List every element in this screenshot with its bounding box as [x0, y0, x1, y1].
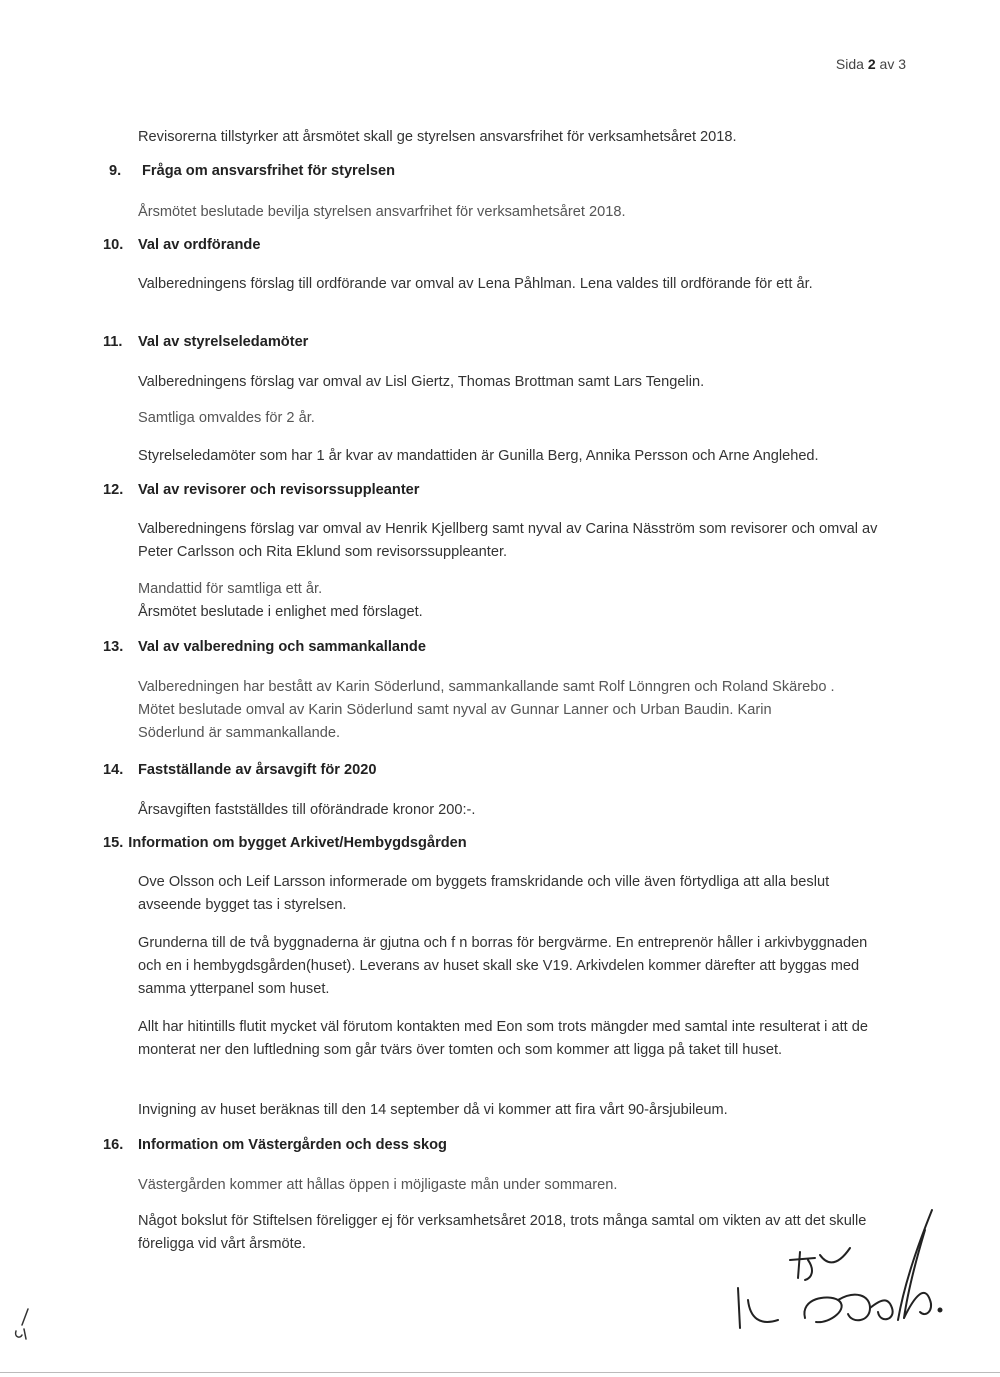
item-11-paragraph-2: Samtliga omvaldes för 2 år. — [138, 410, 315, 426]
intro-paragraph: Revisorerna tillstyrker att årsmötet skall ge styrelsen ansvarsfrihet för verksamhetsåret 2018. — [138, 129, 737, 145]
item-11-paragraph-3: Styrelseledamöter som har 1 år kvar av mandattiden är Gunilla Berg, Annika Persson och Arne Anglehed. — [138, 448, 819, 464]
item-14-paragraph-1: Årsavgiften fastställdes till oförändrade kronor 200:-. — [138, 802, 476, 818]
item-12-title: Val av revisorer och revisorssuppleanter — [138, 482, 420, 498]
page-current: 2 — [867, 56, 876, 72]
item-12-number: 12. — [103, 482, 124, 498]
item-12-paragraph-1: Valberedningens förslag var omval av Henrik Kjellberg samt nyval av Carina Näsström som revisorer och omval av Peter Carlsson och Rita Eklund som revisorssuppleanter. — [138, 521, 878, 560]
item-13-heading — [103, 639, 426, 655]
item-16-title: Information om Västergården och dess skog — [138, 1137, 447, 1153]
item-15-heading — [103, 835, 467, 851]
item-15-title: Information om bygget Arkivet/Hembygdsgården — [128, 835, 467, 851]
item-15-paragraph-1: Ove Olsson och Leif Larsson informerade om byggets framskridande och ville även förtydliga att alla beslut avseende bygget tas i styrelsen. — [138, 874, 830, 913]
item-16-number: 16. — [103, 1137, 124, 1153]
item-13-number: 13. — [103, 639, 124, 655]
item-10-number: 10. — [103, 237, 124, 253]
item-11-heading — [103, 334, 308, 350]
item-11-paragraph-1: Valberedningens förslag var omval av Lisl Giertz, Thomas Brottman samt Lars Tengelin. — [138, 374, 705, 390]
item-16-paragraph-1: Västergården kommer att hållas öppen i möjligaste mån under sommaren. — [138, 1177, 618, 1193]
item-12-paragraph-2: Mandattid för samtliga ett år. — [138, 581, 323, 597]
item-9-number: 9. — [109, 163, 122, 179]
item-14-title: Fastställande av årsavgift för 2020 — [138, 762, 377, 778]
item-15-paragraph-3: Allt har hitintills flutit mycket väl förutom kontakten med Eon som trots mängder med samtal inte resulterat i att de monterat ner den luftledning som går tvärs över tomten och som kommer att ligga på taket till huset. — [138, 1019, 868, 1058]
item-16-heading — [103, 1137, 447, 1153]
page-prefix: Sida — [835, 56, 864, 72]
item-14-number: 14. — [103, 762, 124, 778]
item-9-title: Fråga om ansvarsfrihet för styrelsen — [142, 163, 396, 179]
item-12-heading — [103, 482, 419, 498]
item-15-paragraph-2: Grunderna till de två byggnaderna är gjutna och f n borras för bergvärme. En entreprenör håller i arkivbyggnaden och en i hembygdsgården(huset). Leverans av huset skall ske V19. Arkivdelen kommer därefter att byggas med samma ytterpanel som huset. — [138, 935, 868, 997]
item-10-paragraph-1: Valberedningens förslag till ordförande var omval av Lena Påhlman. Lena valdes till ordförande för ett år. — [138, 276, 813, 292]
item-14-heading — [103, 762, 376, 778]
item-13-title: Val av valberedning och sammankallande — [138, 639, 426, 655]
item-11-title: Val av styrelseledamöter — [138, 334, 309, 350]
item-16-paragraph-2: Något bokslut för Stiftelsen föreligger ej för verksamhetsåret 2018, trots många samtal om vikten av att det skulle föreligga vid vårt årsmöte. — [138, 1213, 867, 1252]
item-10-heading — [103, 237, 260, 253]
item-15-paragraph-4: Invigning av huset beräknas till den 14 september då vi kommer att fira vårt 90-årsjubileum. — [138, 1102, 728, 1118]
item-10-title: Val av ordförande — [138, 237, 261, 253]
item-15-number: 15. — [103, 835, 124, 851]
page-total: av 3 — [879, 56, 906, 72]
item-9-paragraph-1: Årsmötet beslutade bevilja styrelsen ansvarfrihet för verksamhetsåret 2018. — [138, 204, 626, 220]
item-9-heading — [103, 163, 395, 179]
item-13-paragraph-1: Valberedningen har bestått av Karin Söderlund, sammankallande samt Rolf Lönngren och Roland Skärebo . Mötet beslutade omval av Karin Söderlund samt nyval av Gunnar Lanner och Urban Baudin. Karin Söderlund är sammankallande. — [138, 679, 835, 741]
item-12-paragraph-3: Årsmötet beslutade i enlighet med förslaget. — [138, 604, 423, 620]
scan-mark-icon — [8, 1305, 38, 1345]
item-11-number: 11. — [103, 334, 123, 350]
scan-edge-line — [0, 1372, 1000, 1373]
page-number — [836, 56, 906, 72]
